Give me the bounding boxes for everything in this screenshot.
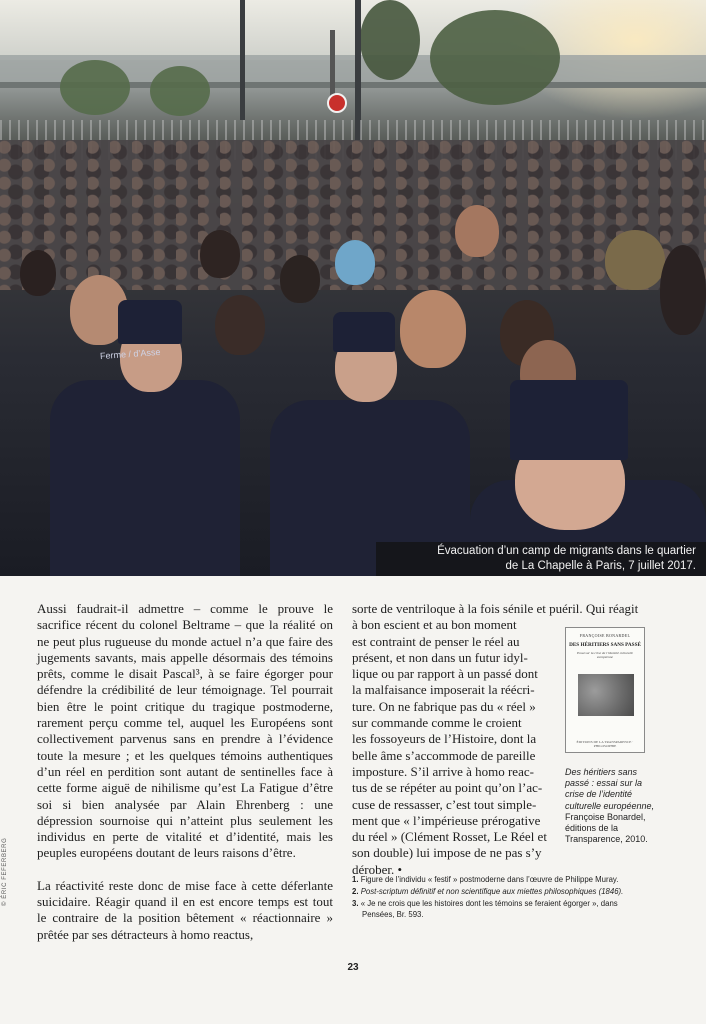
article-line: belle âme s’accommode de pareille — [352, 747, 536, 763]
no-entry-sign — [327, 93, 347, 113]
article-line: imposture. S’il arrive à homo reac- — [352, 763, 534, 779]
footnote — [352, 875, 652, 885]
article-line: est contraint de penser le réel au — [352, 633, 520, 649]
article-line: dérober. • — [352, 861, 403, 877]
article-paragraph: La réactivité reste donc de mise face à cette déferlante suicidaire. Réagir quand il en est encore temps est tout le contraire de la position bêtement « réactionnaire » prêtée par ses détracteurs à homo reactus, — [37, 877, 333, 942]
book-cover-subtitle: Essai sur la crise de l’identité culturelle européenne — [576, 651, 634, 659]
photo-credit: © ÉRIC FEFERBERG — [2, 837, 8, 906]
photo-tree — [60, 60, 130, 115]
photo-caption-line: de La Chapelle à Paris, 7 juillet 2017. — [505, 560, 696, 572]
photo-person-head — [605, 230, 665, 290]
footnote — [352, 887, 652, 897]
book-cover — [565, 627, 645, 753]
photo-police-officer — [50, 380, 240, 576]
photo-uniform-lettering: Ferme / d’Asse — [99, 346, 161, 362]
photo-police-cap — [118, 300, 182, 344]
photo-lamp-pole — [240, 0, 245, 120]
article-left-column — [37, 601, 333, 943]
footnote-number: 2. — [352, 887, 359, 897]
photo-police-cap — [510, 380, 628, 460]
footnote — [352, 899, 652, 919]
book-caption — [565, 767, 655, 845]
photo-tree — [150, 66, 210, 116]
book-cover-author: FRANÇOISE BONARDEL — [579, 633, 631, 638]
photo-person-headscarf — [335, 240, 375, 285]
page-number: 23 — [347, 962, 359, 973]
article-line: tus de se répéter au point qu’on l’ac- — [352, 780, 543, 796]
article-line: du réel » (Clément Rosset, Le Réel et — [352, 829, 547, 845]
photo-caption — [376, 542, 706, 576]
photo-person-head — [660, 245, 706, 335]
footnote-number: 1. — [352, 875, 359, 884]
book-caption-title: Des héritiers sans passé : essai sur la crise de l’identité culturelle européenne, — [565, 767, 655, 811]
photo-caption-line: Évacuation d’un camp de migrants dans le quartier — [437, 545, 696, 557]
photo-tree — [430, 10, 560, 105]
photo-person-head — [455, 205, 499, 257]
photo-police-cap — [333, 312, 395, 352]
article-line: sorte de ventriloque à la fois sénile et puéril. Qui réagit — [352, 601, 639, 616]
article-line: sur commande comme le croient — [352, 715, 522, 731]
book-caption-details: Françoise Bonardel, éditions de la Transparence, 2010. — [565, 811, 648, 845]
photo-person-head — [400, 290, 466, 368]
article-line: à bon escient et au bon moment — [352, 617, 517, 633]
article-line: présent, et non dans un futur idyl- — [352, 649, 528, 665]
photo-person-head — [215, 295, 265, 355]
footnote-text: Figure de l’individu « festif » postmoderne dans l’œuvre de Philippe Muray. — [360, 875, 619, 884]
footnote-text: « Je ne crois que les histoires dont les témoins se feraient égorger », dans Pensées, Br. 593. — [360, 899, 618, 919]
photo-person-head — [20, 250, 56, 296]
footnotes — [352, 875, 652, 922]
photo-person-head — [280, 255, 320, 303]
article-line: cuse de ressasser, c’est tout simple- — [352, 796, 537, 812]
footnote-text: Post-scriptum définitif et non scientifique aux miettes philosophiques (1846). — [360, 887, 624, 897]
book-cover-title: DES HÉRITIERS SANS PASSÉ — [569, 642, 641, 648]
article-line: lique ou par rapport à un passé dont — [352, 666, 538, 682]
photo-person-head — [200, 230, 240, 278]
book-cover-publisher: ÉDITIONS DE LA TRANSPARENCE · PHILOSOPHIE — [576, 740, 634, 748]
article-line: son double) lui impose de ne pas s’y — [352, 845, 542, 861]
footnote-number: 3. — [352, 899, 359, 909]
photo-tree — [360, 0, 420, 80]
article-line: les fossoyeurs de l’Histoire, dont la — [352, 731, 537, 747]
article-line: la malfaisance imposerait la réécri- — [352, 682, 535, 698]
book-cover-artwork — [578, 674, 634, 716]
article-line: ment que « l’impérieuse prérogative — [352, 812, 541, 828]
article-paragraph: Aussi faudrait-il admettre – comme le prouve le sacrifice récent du colonel Beltrame – que la réalité on ne peut plus rugueuse du monde actuel n’a que faire des jugements savants, mais appelle désormais des témoins prêts, comme le disait Pascal³, à se faire égorger pour défendre la crédibilité de leur témoignage. Tel pourrait bien être le point critique du tragique postmoderne, rarement perçu comme tel, auquel les Européens sont collectivement parvenus sans en prendre à l’évidence toute la mesure ; et les quelques témoins authentiques d’un réel en perdition sont autant de sentinelles face à cette forme aiguë de nihilisme qu’est La Fatigue d’être soi si bien analysée par Alain Ehrenberg : une dépression sournoise qui n’atteint plus seulement les individus en perte de vitalité et d’identité, mais les peuples européens doutant de leurs raisons d’être. — [37, 601, 333, 861]
article-line: ture. On ne fabrique pas du « réel » — [352, 698, 536, 714]
